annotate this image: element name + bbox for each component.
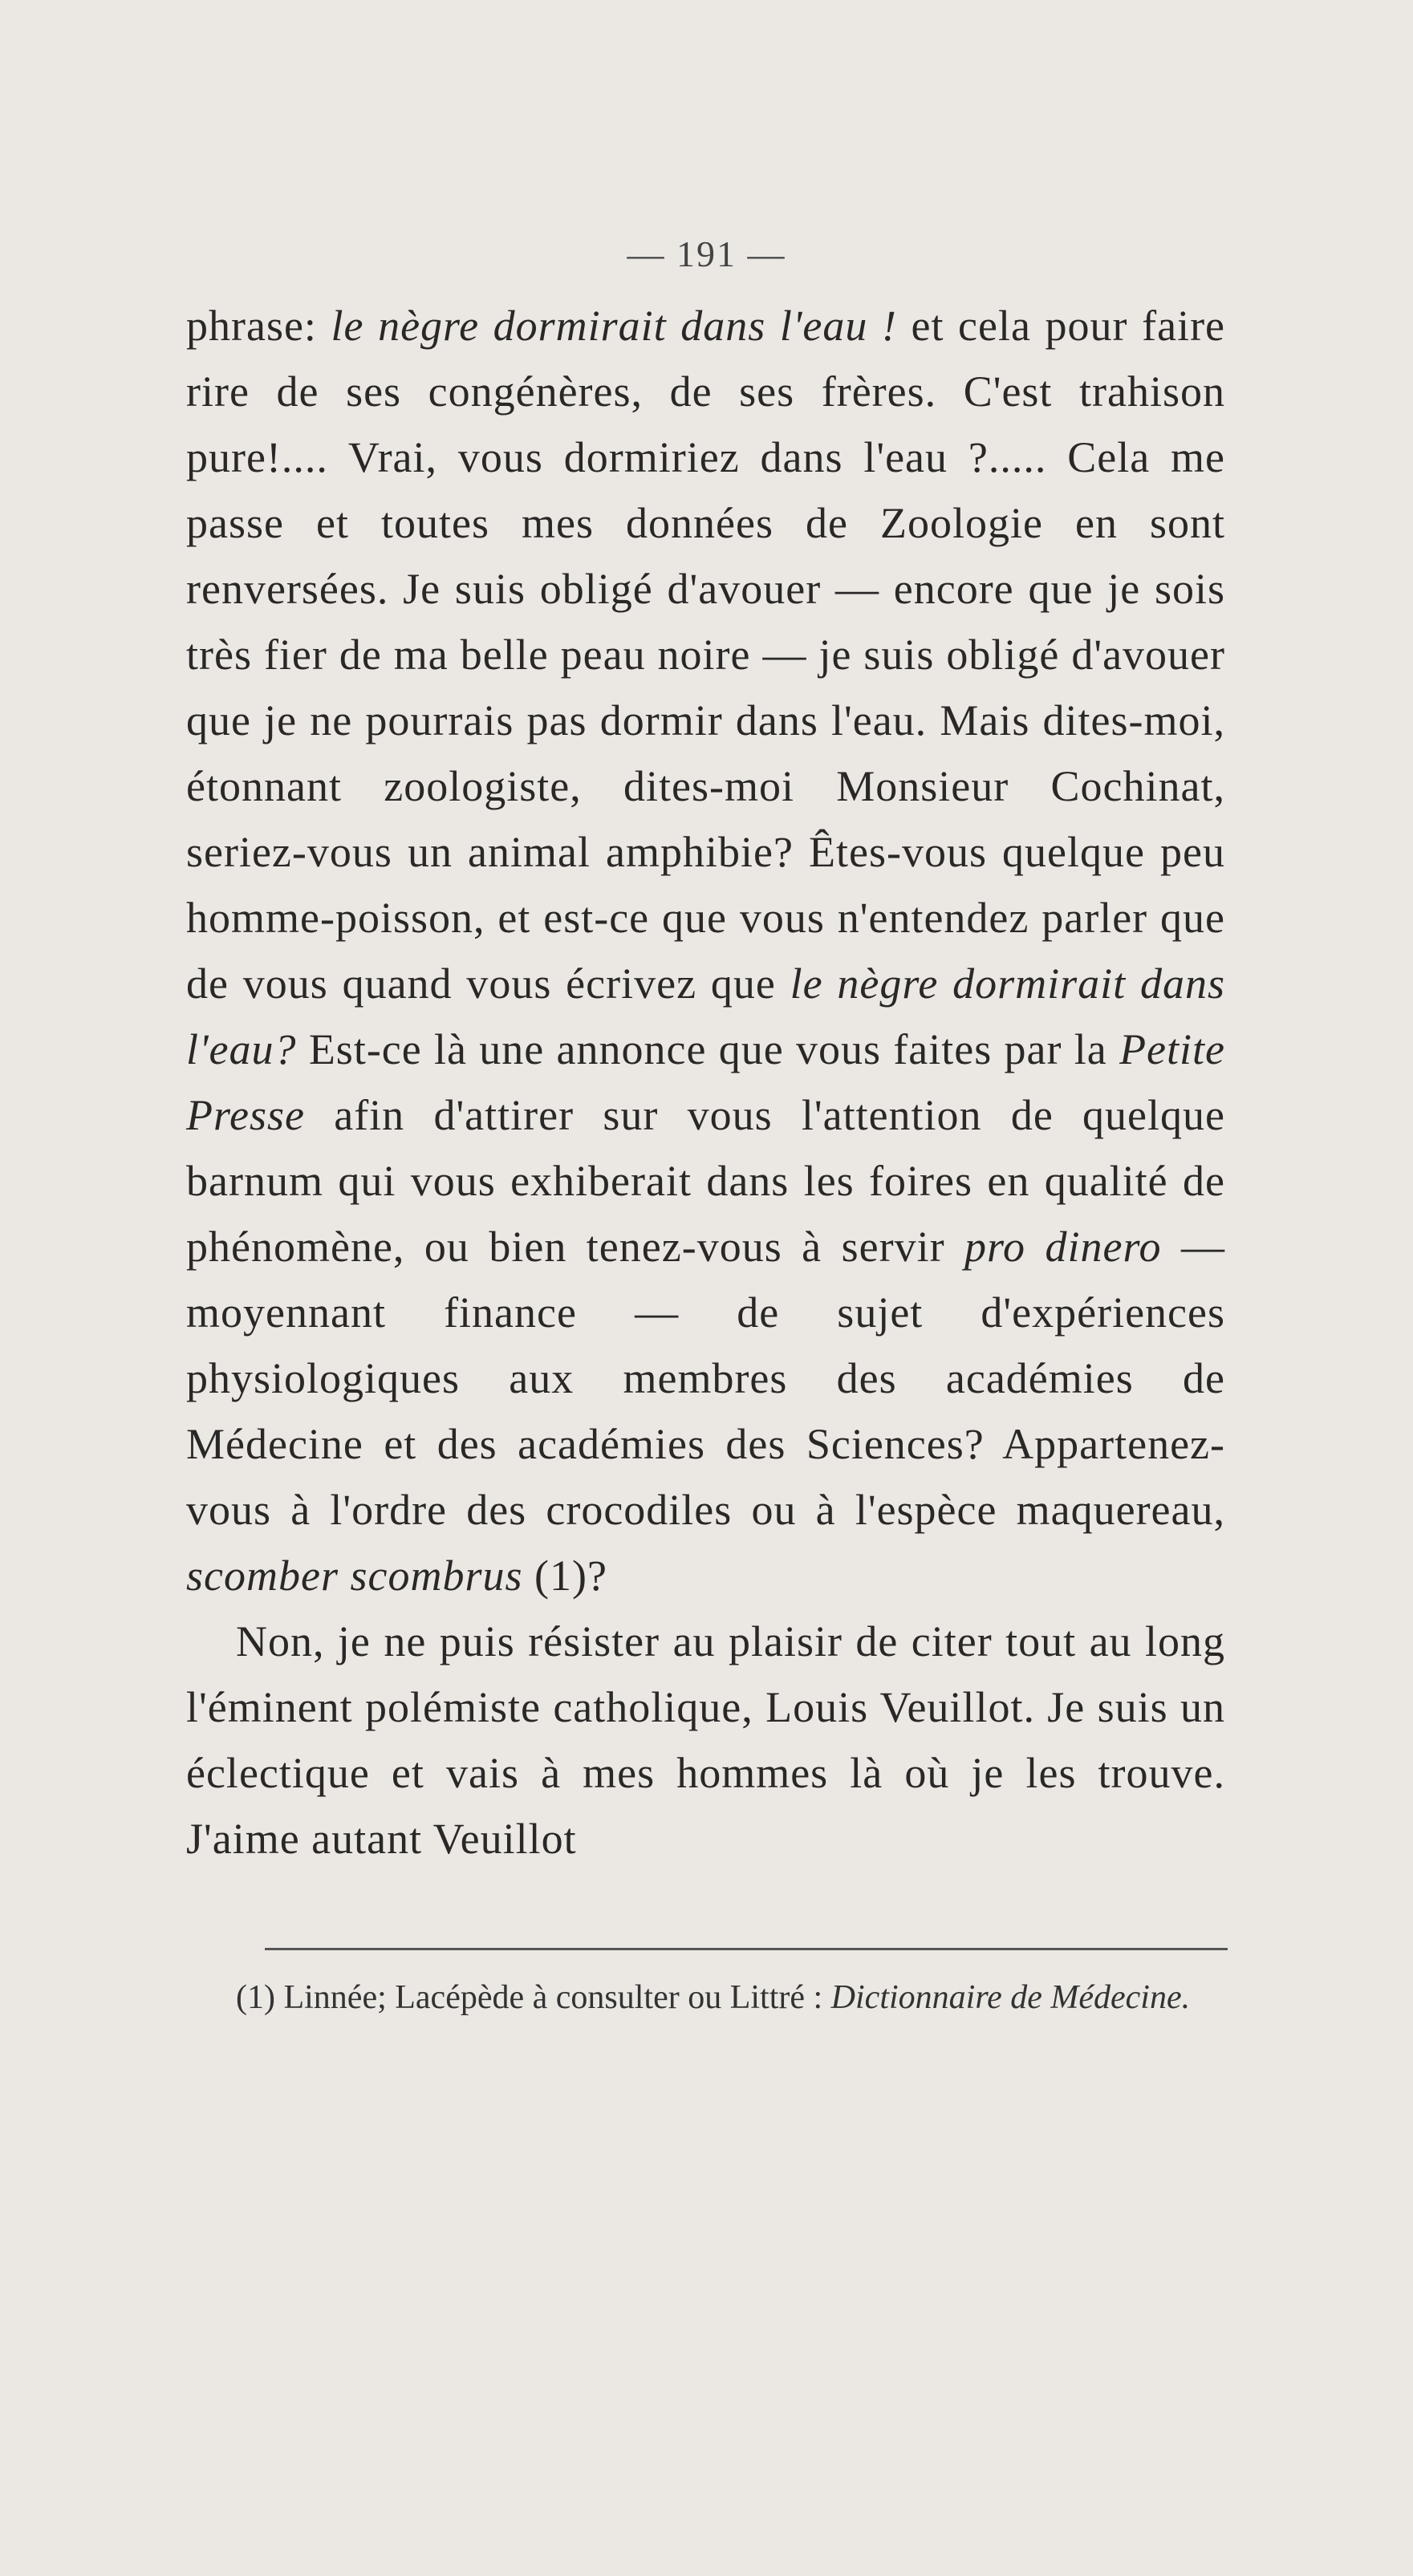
page-number: — 191 — bbox=[627, 233, 786, 274]
text-run: — moyennant finance — de sujet d'expériences physiologiques aux membres des académies de Médecine et des académies des Sciences? Appartenez-vous à l'ordre des crocodiles ou à l'espèce maquereau, bbox=[186, 1223, 1225, 1534]
italic-run: Petite Presse bbox=[186, 1025, 1225, 1139]
text-run: et cela pour faire rire de ses congénères, de ses frères. C'est trahison pure!.... Vrai, vous dormiriez dans l'eau ?..... Cela me passe et toutes mes données de Zoologie en sont renversées. Je suis obligé d'avouer — encore que je sois très fier de ma belle peau noire — je suis obligé d'avouer que je ne pourrais pas dormir dans l'eau. Mais dites-moi, étonnant zoologiste, dites-moi Monsieur Cochinat, seriez-vous un animal amphibie? Êtes-vous quelque peu homme-poisson, et est-ce que vous n'entendez parler que de vous quand vous écrivez que bbox=[186, 302, 1226, 1008]
body-text bbox=[186, 293, 1225, 1872]
footnote-divider bbox=[265, 1948, 1228, 1950]
paragraph-2 bbox=[186, 1608, 1225, 1872]
footnote bbox=[186, 1975, 1225, 2020]
text-run: phrase: bbox=[186, 302, 331, 350]
text-run: (1)? bbox=[522, 1552, 607, 1600]
italic-run: scomber scombrus bbox=[186, 1552, 523, 1600]
italic-run: pro dinero bbox=[964, 1223, 1162, 1271]
text-run: (1) Linnée; Lacépède à consulter ou Littré : bbox=[236, 1979, 831, 2016]
text-run: Est-ce là une annonce que vous faites par la bbox=[296, 1025, 1120, 1073]
italic-run: le nègre dormirait dans l'eau? bbox=[186, 959, 1226, 1073]
text-run: afin d'attirer sur vous l'attention de quelque barnum qui vous exhiberait dans les foires en qualité de phénomène, ou bien tenez-vous à servir bbox=[186, 1091, 1225, 1271]
paragraph-1 bbox=[186, 293, 1225, 1608]
text-run: Non, je ne puis résister au plaisir de citer tout au long l'éminent polémiste catholique, Louis Veuillot. Je suis un éclectique et vais à mes hommes là où je les trouve. J'aime autant Veuillot bbox=[186, 1617, 1225, 1863]
italic-run: Dictionnaire de Médecine. bbox=[830, 1979, 1191, 2016]
footnote-text bbox=[186, 1975, 1225, 2020]
italic-run: le nègre dormirait dans l'eau ! bbox=[331, 302, 897, 350]
